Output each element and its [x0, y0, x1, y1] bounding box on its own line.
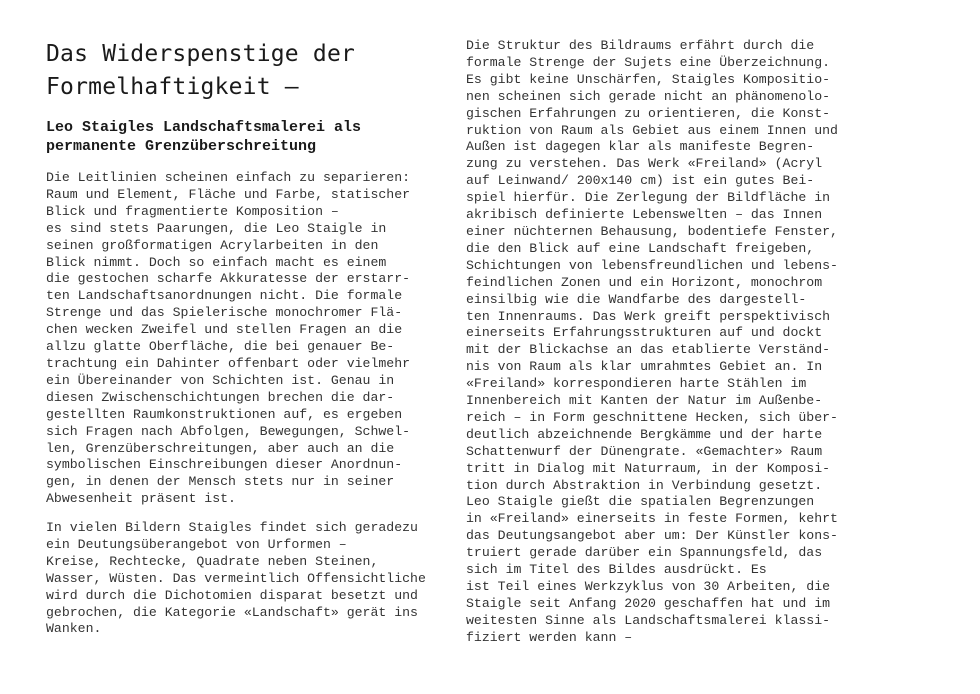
text-line: Abwesenheit präsent ist. [46, 491, 236, 507]
text-line: einerseits Erfahrungsstrukturen auf und dockt [466, 325, 823, 341]
text-line: Staigle seit Anfang 2020 geschaffen hat und im [466, 595, 831, 611]
text-line: Innenbereich mit Kanten der Natur im Außenbe- [466, 393, 823, 409]
text-line: Schichtungen von lebensfreundlichen und lebens- [466, 257, 838, 273]
text-line: Kreise, Rechtecke, Quadrate neben Steinen, [46, 553, 379, 569]
text-line: mit der Blickachse an das etablierte Verständ- [466, 342, 831, 358]
text-line: gebrochen, die Kategorie «Landschaft» gerät ins [46, 604, 418, 620]
text-line: «Freiland» korrespondieren harte Stählen im [466, 376, 807, 392]
text-line: sich Fragen nach Abfolgen, Bewegungen, Schwel- [46, 423, 411, 439]
text-line: diesen Zwischenschichtungen brechen die dar- [46, 389, 395, 405]
text-line: reich – in Form geschnittene Hecken, sich über- [466, 409, 838, 425]
text-line: Schattenwurf der Dünengrate. «Gemachter» Raum [466, 443, 823, 459]
text-line: chen wecken Zweifel und stellen Fragen an die [46, 322, 403, 338]
text-line: fiziert werden kann – [466, 629, 633, 645]
title-line: Das Widerspenstige der [46, 41, 356, 67]
text-line: len, Grenzüberschreitungen, aber auch an die [46, 440, 395, 456]
text-line: ein Übereinander von Schichten ist. Genau in [46, 372, 395, 388]
text-line: deutlich abzeichnende Bergkämme und der harte [466, 426, 823, 442]
article-subtitle [46, 118, 446, 156]
text-line: nis von Raum als klar umrahmtes Gebiet an. In [466, 359, 823, 375]
text-line: zung zu verstehen. Das Werk «Freiland» (Acryl [466, 156, 823, 172]
text-line: wird durch die Dichotomien disparat besetzt und [46, 587, 418, 603]
text-line: feindlichen Zonen und ein Horizont, monochrom [466, 274, 823, 290]
text-line: Es gibt keine Unschärfen, Staigles Kompositio- [466, 71, 831, 87]
text-line: Wanken. [46, 621, 102, 637]
text-line: symbolischen Einschreibungen dieser Anordnun- [46, 457, 403, 473]
text-line: tritt in Dialog mit Naturraum, in der Komposi- [466, 460, 831, 476]
subtitle-line: permanente Grenzüberschreitung [46, 138, 317, 155]
text-line: Die Struktur des Bildraums erfährt durch die [466, 38, 815, 53]
text-line: Raum und Element, Fläche und Farbe, statischer [46, 186, 411, 202]
text-line: nen scheinen sich gerade nicht an phänomenolo- [466, 88, 831, 104]
text-line: akribisch definierte Lebenswelten – das Innen [466, 207, 823, 223]
text-line: spiel hierfür. Die Zerlegung der Bildfläche in [466, 190, 831, 206]
text-line: In vielen Bildern Staigles findet sich geradezu [46, 520, 418, 535]
text-line: ein Deutungsüberangebot von Urformen – [46, 536, 347, 552]
text-line: truiert gerade darüber ein Spannungsfeld, das [466, 545, 823, 561]
text-line: Wasser, Wüsten. Das vermeintlich Offensichtliche [46, 570, 426, 586]
text-line: es sind stets Paarungen, die Leo Staigle in [46, 220, 387, 236]
text-line: ten Innenraums. Das Werk greift perspektivisch [466, 308, 831, 324]
text-line: gen, in denen der Mensch stets nur in seiner [46, 474, 395, 490]
text-line: trachtung ein Dahinter offenbart oder vielmehr [46, 355, 411, 371]
text-line: ruktion von Raum als Gebiet aus einem Innen und [466, 122, 838, 138]
text-line: Außen ist dagegen klar als manifeste Begren- [466, 139, 815, 155]
text-line: weitesten Sinne als Landschaftsmalerei klassi- [466, 612, 831, 628]
text-line: Blick nimmt. Doch so einfach macht es einem [46, 254, 387, 270]
text-line: Blick und fragmentierte Komposition – [46, 203, 339, 219]
subtitle-line: Leo Staigles Landschaftsmalerei als [46, 119, 362, 136]
text-line: gestellten Raumkonstruktionen auf, es ergeben [46, 406, 403, 422]
text-line: die den Blick auf eine Landschaft freigeben, [466, 240, 815, 256]
text-line: einsilbig wie die Wandfarbe des dargestell- [466, 291, 807, 307]
text-line: einer nüchternen Behausung, bodentiefe Fenster, [466, 223, 838, 239]
text-line: das Deutungsangebot aber um: Der Künstler kons- [466, 528, 838, 544]
text-line: formale Strenge der Sujets eine Überzeichnung. [466, 54, 831, 70]
text-line: allzu glatte Oberfläche, die bei genauer Be- [46, 339, 395, 355]
title-line: Formelhaftigkeit – [46, 74, 299, 100]
text-line: Leo Staigle gießt die spatialen Begrenzungen [466, 494, 815, 510]
text-line: seinen großformatigen Acrylarbeiten in den [46, 237, 379, 253]
text-line: tion durch Abstraktion in Verbindung gesetzt. [466, 477, 823, 493]
text-line: in «Freiland» einerseits in feste Formen, kehrt [466, 511, 838, 527]
left-paragraph-1 [46, 170, 446, 508]
text-line: die gestochen scharfe Akkuratesse der erstarr- [46, 271, 411, 287]
text-line: Die Leitlinien scheinen einfach zu separieren: [46, 170, 411, 185]
text-line: Strenge und das Spielerische monochromer Flä- [46, 305, 403, 321]
article-title [46, 38, 446, 104]
text-line: ist Teil eines Werkzyklus von 30 Arbeiten, die [466, 579, 831, 594]
text-line: ten Landschaftsanordnungen nicht. Die formale [46, 288, 403, 304]
text-line: gischen Erfahrungen zu orientieren, die Konst- [466, 105, 831, 121]
text-line: sich im Titel des Bildes ausdrückt. Es [466, 562, 767, 578]
left-paragraph-2 [46, 520, 446, 638]
right-paragraph [466, 38, 866, 647]
text-line: auf Leinwand/ 200x140 cm) ist ein gutes Bei- [466, 173, 815, 189]
